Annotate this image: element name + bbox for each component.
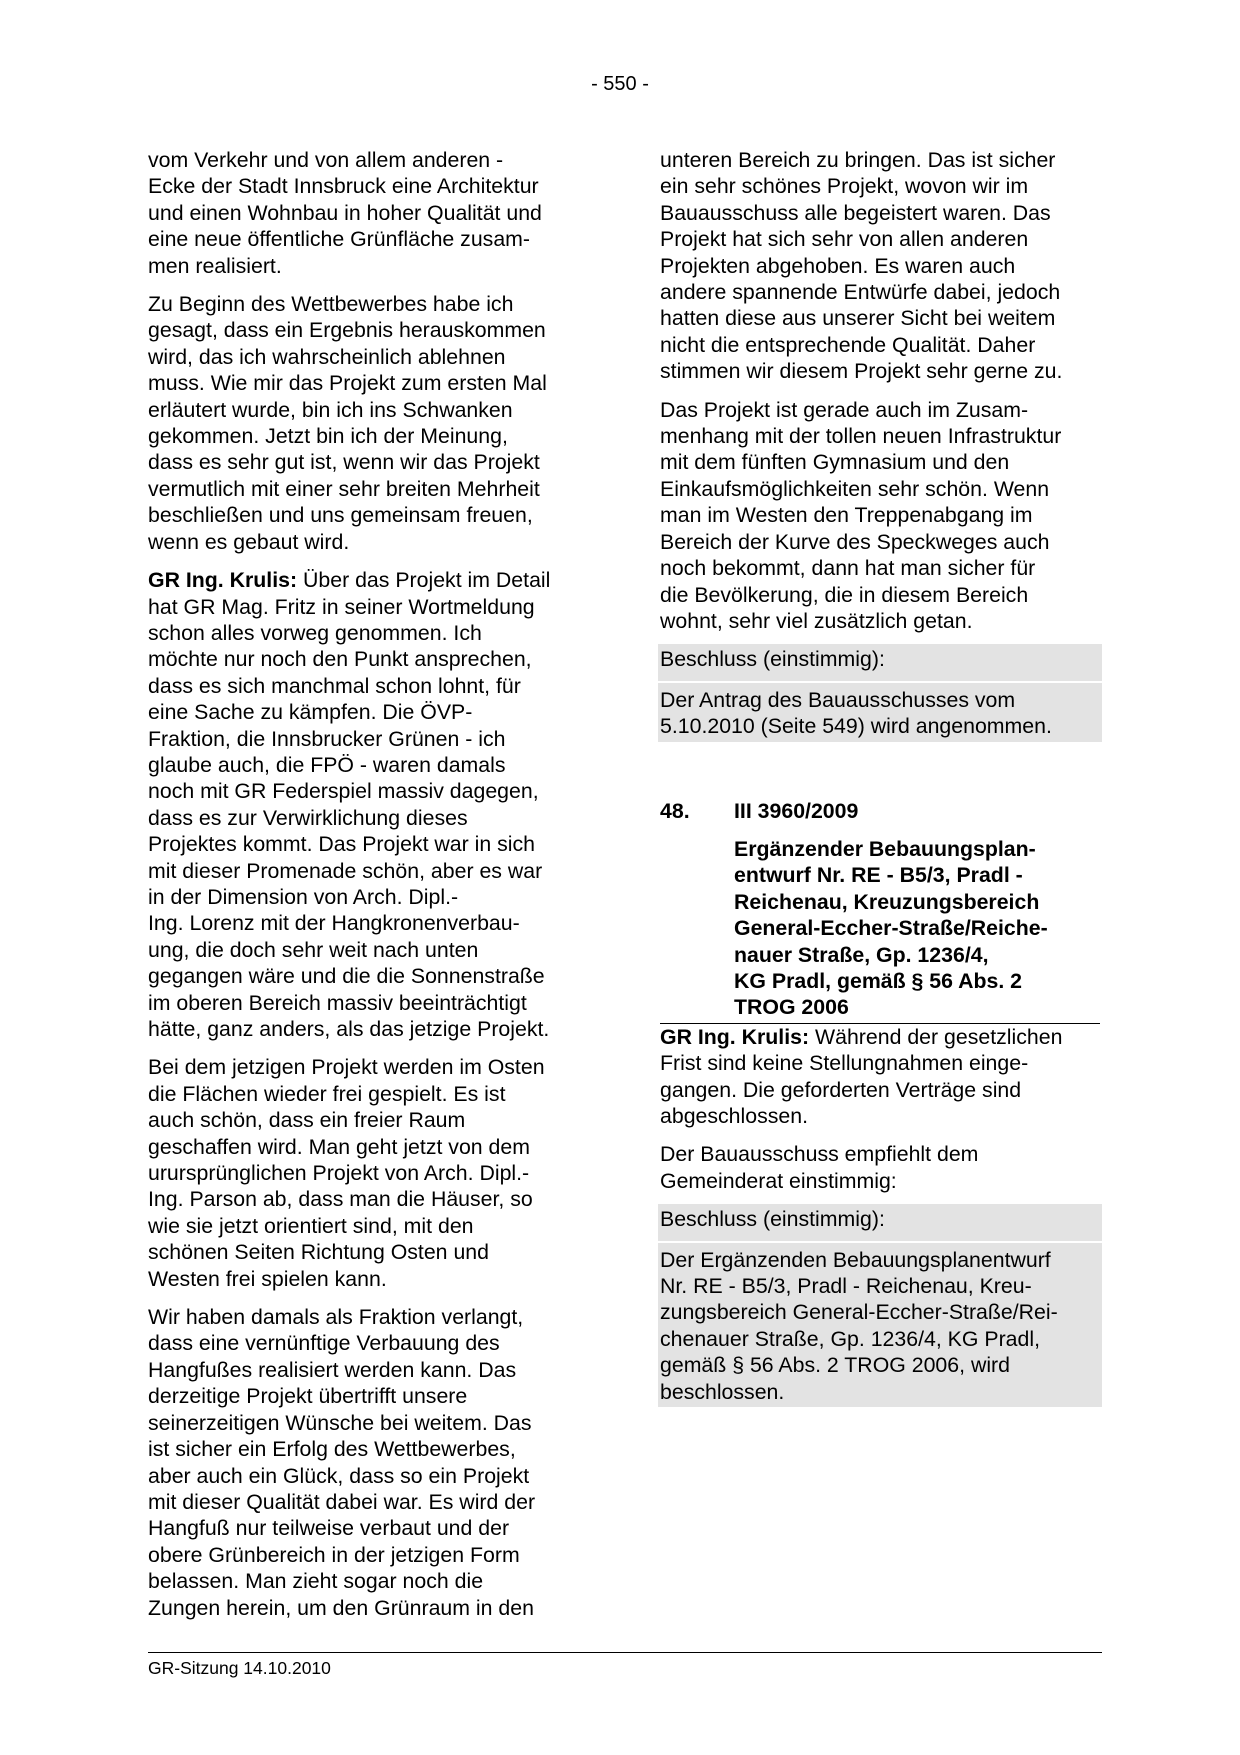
agenda-number: 48. bbox=[660, 798, 690, 823]
left-paragraph-4: Bei dem jetzigen Projekt werden im Osten die Flächen wieder frei gespielt. Es ist auch schön, dass ein freier Raum geschaffen wird. Man geht jetzt von dem urursprünglichen Projekt von Arch. Dipl.- Ing. Parson ab, dass man die Häuser, so wie sie jetzt orientiert sind, mit den schönen Seiten Richtung Osten und Westen frei spielen kann. bbox=[148, 1055, 545, 1291]
resolution-heading: Beschluss (einstimmig): bbox=[658, 1204, 1102, 1240]
agenda-item bbox=[660, 798, 1100, 1024]
resolution-heading: Beschluss (einstimmig): bbox=[658, 644, 1102, 680]
agenda-title: Ergänzender Bebauungsplan- entwurf Nr. RE - B5/3, Pradl - Reichenau, Kreuzungsbereich General-Eccher-Straße/Reiche- nauer Straße, Gp. 1236/4, KG Pradl, gemäß § 56 Abs. 2 TROG 2006 bbox=[734, 836, 1048, 1020]
agenda-file-number: III 3960/2009 bbox=[734, 798, 859, 823]
left-paragraph-1: vom Verkehr und von allem anderen - Ecke der Stadt Innsbruck eine Architektur und einen Wohnbau in hoher Qualität und eine neue öffentliche Grünfläche zusam- men realisiert. bbox=[148, 148, 542, 278]
paragraph-body: hat GR Mag. Fritz in seiner Wortmeldung schon alles vorweg genommen. Ich möchte nur noch den Punkt ansprechen, dass es sich manchmal schon lohnt, für eine Sache zu kämpfen. Die ÖVP- Fraktion, die Innsbrucker Grünen - ich glaube auch, die FPÖ - waren damals noch mit GR Federspiel massiv dagegen, dass es zur Verwirklichung dieses Projektes kommt. Das Projekt war in sich mit dieser Promenade schön, aber es war in der Dimension von Arch. Dipl.- Ing. Lorenz mit der Hangkronenverbau- ung, die doch sehr weit nach unten gegangen wäre und die die Sonnenstraße im oberen Bereich massiv beeinträchtigt hätte, ganz anders, als das jetzige Projekt. bbox=[148, 594, 550, 1041]
left-paragraph-2: Zu Beginn des Wettbewerbes habe ich gesagt, dass ein Ergebnis herauskommen wird, das ich wahrscheinlich ablehnen muss. Wie mir das Projekt zum ersten Mal erläutert wurde, bin ich ins Schwanken gekommen. Jetzt bin ich der Meinung, dass es sehr gut ist, wenn wir das Projekt vermutlich mit einer sehr breiten Mehrheit beschließen und uns gemeinsam freuen, wenn es gebaut wird. bbox=[148, 292, 547, 554]
resolution-text: Der Ergänzenden Bebauungsplanentwurf Nr. RE - B5/3, Pradl - Reichenau, Kreu- zungsbereich General-Eccher-Straße/Rei- chenauer Straße, Gp. 1236/4, KG Pradl, gemäß § 56 Abs. 2 TROG 2006, wird beschlossen. bbox=[658, 1243, 1102, 1407]
right-paragraph-4: Der Bauausschuss empfiehlt dem Gemeinderat einstimmig: bbox=[660, 1142, 979, 1193]
right-paragraph-1: unteren Bereich zu bringen. Das ist sicher ein sehr schönes Projekt, wovon wir im Bauausschuss alle begeistert waren. Das Projekt hat sich sehr von allen anderen Projekten abgehoben. Es waren auch andere spannende Entwürfe dabei, jedoch hatten diese aus unserer Sicht bei weitem nicht die entsprechende Qualität. Daher stimmen wir diesem Projekt sehr gerne zu. bbox=[660, 148, 1063, 384]
resolution-text: Der Antrag des Bauausschusses vom 5.10.2010 (Seite 549) wird angenommen. bbox=[658, 683, 1102, 742]
right-column bbox=[660, 147, 1100, 1407]
left-paragraph-5: Wir haben damals als Fraktion verlangt, dass eine vernünftige Verbauung des Hangfußes realisiert werden kann. Das derzeitige Projekt übertrifft unsere seinerzeitigen Wünsche bei weitem. Das ist sicher ein Erfolg des Wettbewerbes, aber auch ein Glück, dass so ein Projekt mit dieser Qualität dabei war. Es wird der Hangfuß nur teilweise verbaut und der obere Grünbereich in der jetzigen Form belassen. Man zieht sogar noch die Zungen herein, um den Grünraum in den bbox=[148, 1305, 536, 1620]
left-paragraph-3 bbox=[148, 567, 588, 1042]
footer-text: GR-Sitzung 14.10.2010 bbox=[148, 1658, 331, 1678]
speaker-label: GR Ing. Krulis: bbox=[148, 568, 298, 593]
footer-rule bbox=[148, 1652, 1102, 1653]
paragraph-body: Frist sind keine Stellungnahmen einge- gangen. Die geforderten Verträge sind abgeschlossen. bbox=[660, 1051, 1029, 1128]
right-paragraph-3 bbox=[660, 1024, 1100, 1130]
right-paragraph-2: Das Projekt ist gerade auch im Zusam- menhang mit der tollen neuen Infrastruktur mit dem fünften Gymnasium und den Einkaufsmöglichkeiten sehr schön. Wenn man im Westen den Treppenabgang im Bereich der Kurve des Speckweges auch noch bekommt, dann hat man sicher für die Bevölkerung, die in diesem Bereich wohnt, sehr viel zusätzlich getan. bbox=[660, 397, 1062, 633]
speaker-label: GR Ing. Krulis: bbox=[660, 1024, 810, 1049]
speaker-text: Während der gesetzlichen bbox=[809, 1024, 1063, 1049]
left-column bbox=[148, 147, 588, 1621]
speaker-text: Über das Projekt im Detail bbox=[297, 568, 551, 593]
page-number: - 550 - bbox=[591, 73, 649, 95]
